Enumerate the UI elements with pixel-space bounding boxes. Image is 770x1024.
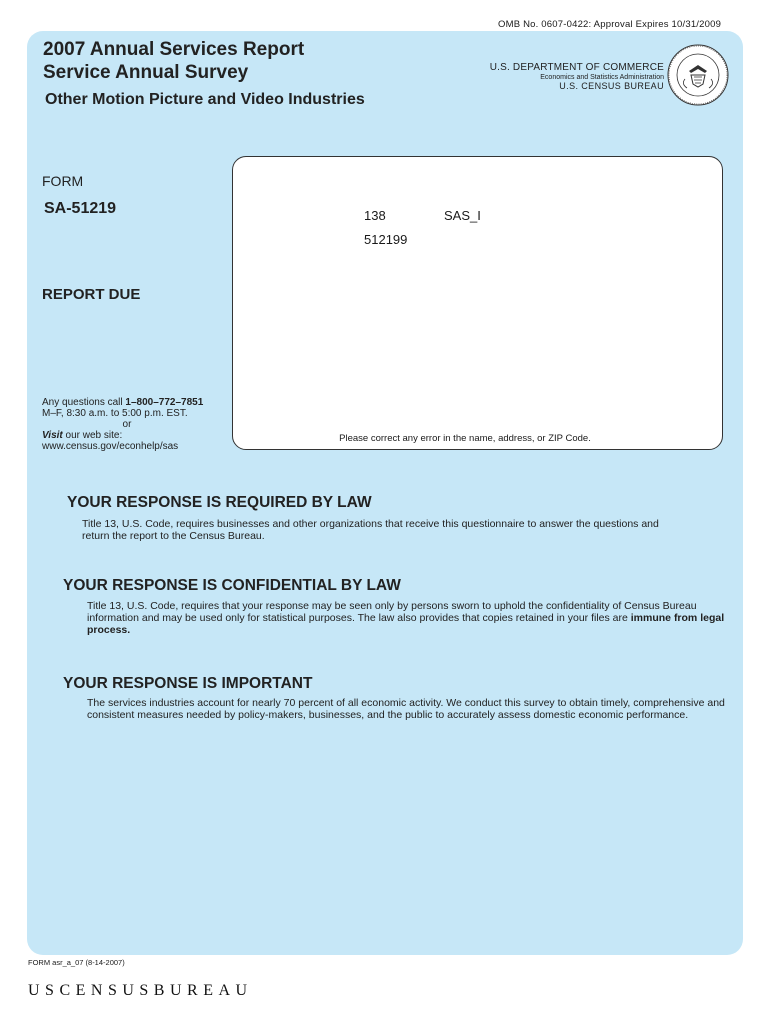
important-body: The services industries account for nearly 70 percent of all economic activity. We conduct this survey to obtain timely, comprehensive and consistent measures needed by policy-makers, businesses, and the public to accurately assess domestic economic performance. [87, 697, 725, 721]
commerce-seal-icon [667, 44, 729, 106]
report-title: 2007 Annual Services Report [43, 39, 305, 60]
form-number: SA-51219 [44, 200, 117, 217]
confidential-body [87, 600, 727, 636]
form-label: FORM [42, 173, 84, 189]
address-label-box [232, 156, 723, 450]
confidential-heading: YOUR RESPONSE IS CONFIDENTIAL BY LAW [63, 577, 401, 594]
industry-subtitle: Other Motion Picture and Video Industries [45, 91, 365, 108]
survey-title: Service Annual Survey [43, 62, 249, 83]
contact-or: or [122, 419, 132, 430]
census-bureau-brand: USCENSUSBUREAU [28, 982, 253, 999]
confidential-text: Title 13, U.S. Code, requires that your response may be seen only by persons sworn to uphold the confidentiality of Census Bureau information and may be used only for statistical purposes. The law also provides that copies retained in your files are [87, 600, 697, 624]
confidential-bold: immune from legal process. [87, 612, 725, 636]
contact-prefix: Any questions call [42, 397, 126, 408]
visit-rest: our web site: [62, 430, 123, 441]
contact-hours: M–F, 8:30 a.m. to 5:00 p.m. EST. [42, 408, 188, 419]
administration-name: Economics and Statistics Administration [540, 74, 664, 81]
address-code-3: 512199 [364, 232, 408, 247]
form-code: FORM asr_a_07 (8-14-2007) [28, 958, 125, 967]
required-body: Title 13, U.S. Code, requires businesses and other organizations that receive this questionnaire to answer the questions and return the report to the Census Bureau. [82, 518, 659, 542]
contact-info [42, 397, 212, 452]
website-link[interactable]: www.census.gov/econhelp/sas [42, 441, 179, 452]
address-correction-note: Please correct any error in the name, address, or ZIP Code. [339, 433, 591, 444]
important-heading: YOUR RESPONSE IS IMPORTANT [63, 675, 313, 692]
address-code-1: 138 [364, 208, 386, 223]
omb-approval: OMB No. 0607-0422: Approval Expires 10/31/2009 [498, 19, 722, 30]
department-name: U.S. DEPARTMENT OF COMMERCE [489, 62, 664, 73]
required-heading: YOUR RESPONSE IS REQUIRED BY LAW [67, 494, 372, 511]
address-code-2: SAS_I [444, 208, 481, 223]
department-block [490, 62, 664, 91]
bureau-name: U.S. CENSUS BUREAU [559, 81, 664, 91]
report-due-label: REPORT DUE [42, 286, 141, 303]
visit-label: Visit [42, 430, 63, 441]
contact-phone: 1–800–772–7851 [125, 397, 204, 408]
